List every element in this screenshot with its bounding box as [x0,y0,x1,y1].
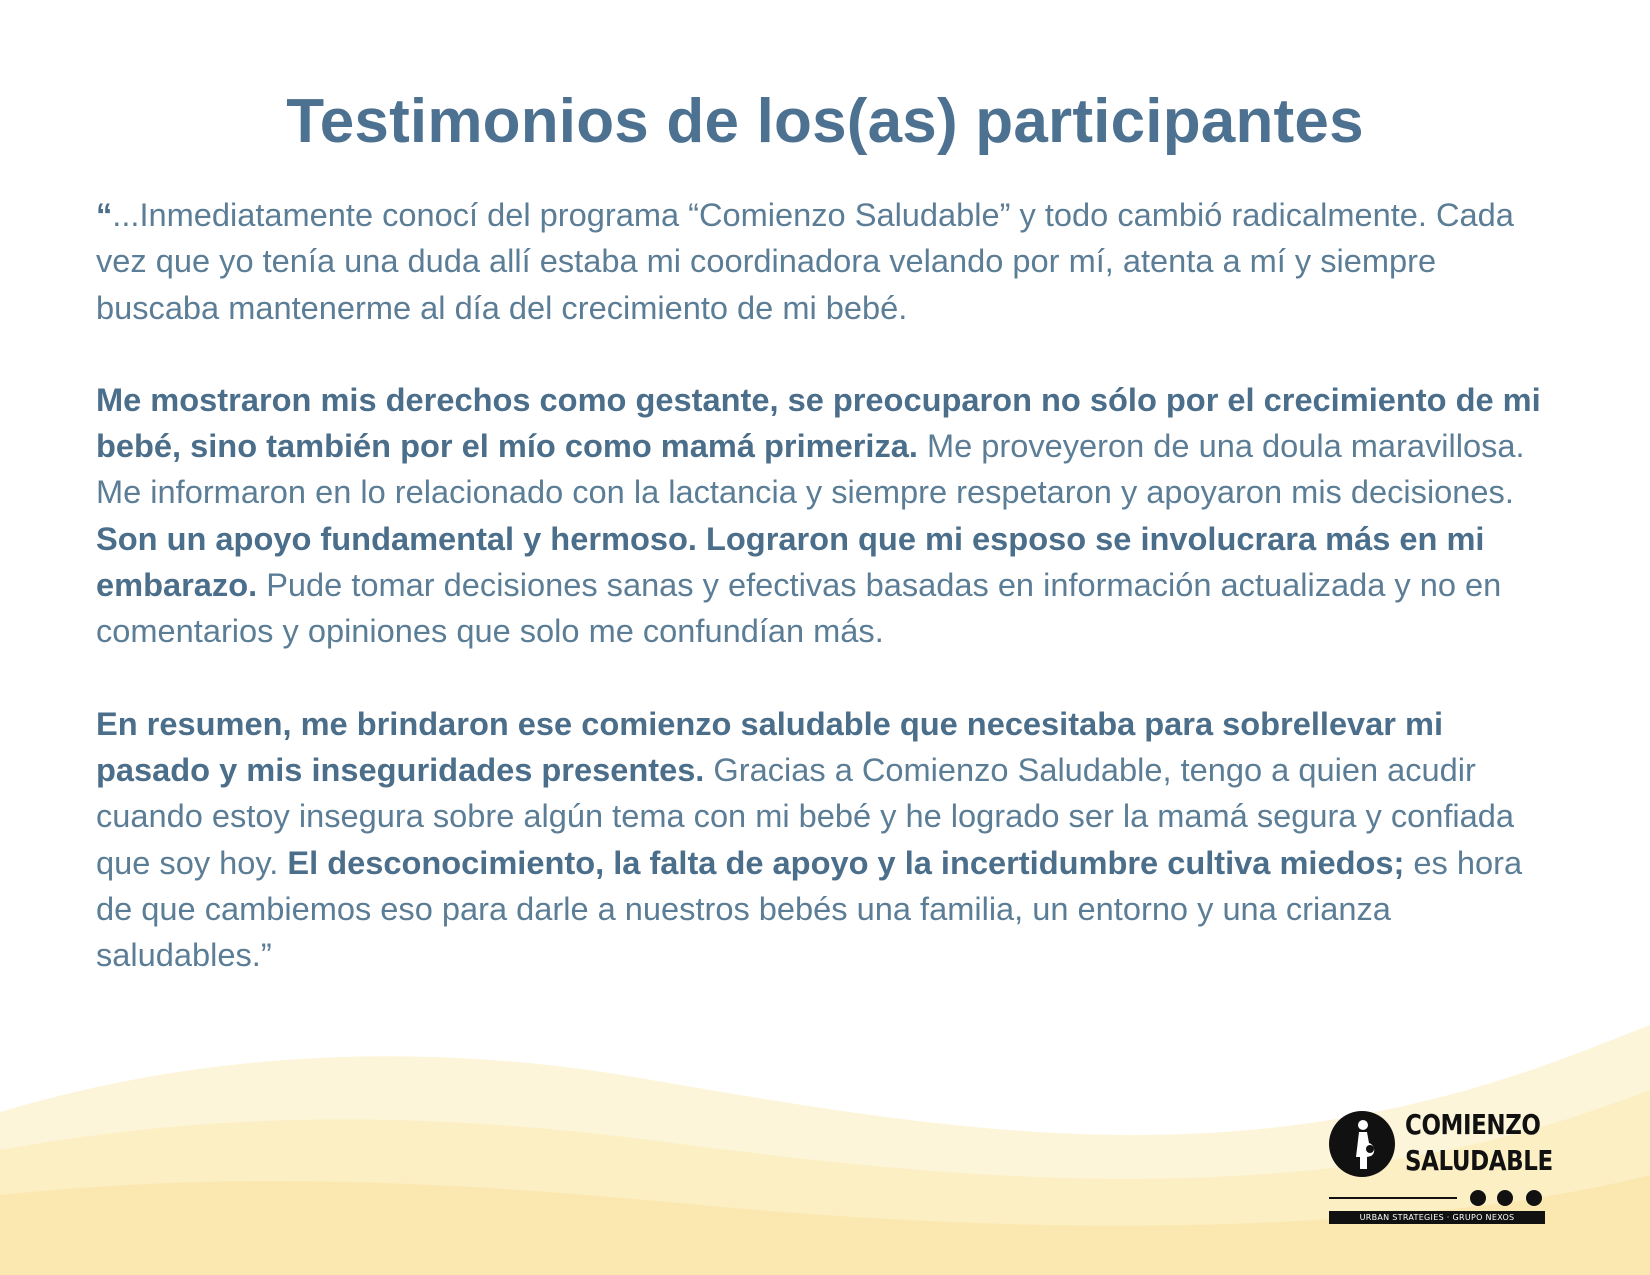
testimonial-paragraph-3 [96,701,1560,979]
logo-tagline: URBAN STRATEGIES · GRUPO NEXOS [1329,1211,1545,1224]
bold-run: El desconocimiento, la falta de apoyo y la incertidumbre cultiva miedos; [287,843,1405,881]
family-icon [1497,1190,1513,1206]
bold-run: Son un apoyo fundamental y hermoso. Lograron que mi esposo se involucrara más en mi embarazo. [96,519,1485,604]
page-title: Testimonios de los(as) participantes [286,87,1364,156]
logo-divider [1329,1197,1457,1199]
bold-run: En resumen, me brindaron ese comienzo saludable que necesitaba para sobrellevar mi pasado y mis inseguridades presentes. [96,704,1444,788]
testimonial-paragraph-1 [96,192,1560,331]
bold-run: Me mostraron mis derechos como gestante, se preocuparon no sólo por el crecimiento de mi bebé, sino también por el mío como mamá primeriza. [96,380,1541,465]
logo-line-1: COMIENZO [1405,1108,1541,1141]
text-run: es hora de que cambiemos eso para darle a nuestros bebés una familia, un entorno y una crianza saludables.” [96,843,1523,974]
text-run: ...Inmediatamente conocí del programa “Comienzo Saludable” y todo cambió radicalmente. Cada vez que yo tenía una duda allí estaba mi coordinadora velando por mí, atenta a mí y siempre buscaba mantenerme al día del crecimiento de mi bebé. [96,196,1514,326]
text-run: Pude tomar decisiones sanas y efectivas basadas en información actualizada y no en comentarios y opiniones que solo me confundían más. [96,566,1502,650]
logo-line-2: SALUDABLE [1405,1144,1553,1177]
text-run: Gracias a Comienzo Saludable, tengo a quien acudir cuando estoy insegura sobre algún tema con mi bebé y he logrado ser la mamá segura y confiada que soy hoy. [96,750,1514,881]
child-icon [1470,1190,1486,1206]
comienzo-saludable-logo [1327,1108,1553,1228]
parent-child-icon [1526,1190,1542,1206]
pregnant-woman-icon [1329,1111,1395,1177]
opening-quote: “ [96,196,113,233]
text-run: Me proveyeron de una doula maravillosa. Me informaron en lo relacionado con la lactancia y siempre respetaron y apoyaron mis decisiones. [96,427,1525,511]
testimonial-text [96,192,1560,1024]
testimonial-paragraph-2 [96,377,1560,655]
